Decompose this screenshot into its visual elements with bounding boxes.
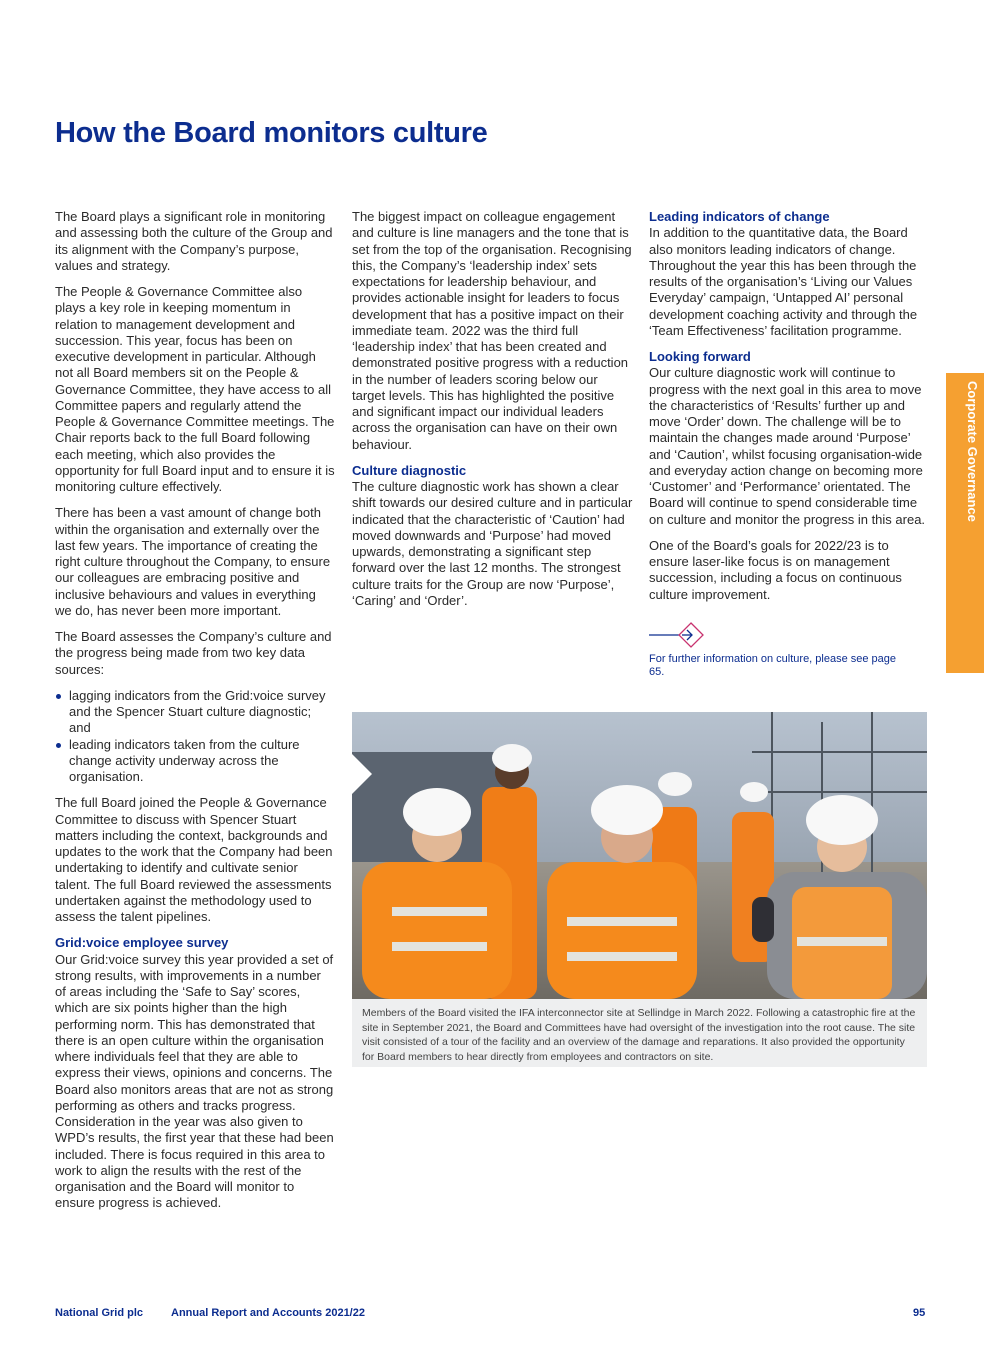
paragraph: One of the Board’s goals for 2022/23 is to ensure laser-like focus is on management succession, including a focus on continuous culture improvement. [649, 537, 902, 602]
paragraph: The People & Governance Committee also plays a key role in keeping momentum in relation to management development and succession. This year, focus has been on executive development in particular. Although not all Board members sit on the People & Governance Committee, they have access to all Committee papers and regularly attend the People & Governance Committee meetings. The Chair reports back to the full Board following each meeting, which also provides the opportunity for full Board input and to ensure it is monitoring culture effectively. [55, 284, 335, 494]
paragraph: The full Board joined the People & Governance Committee to discuss with Spencer Stuart matters including the context, backgrounds and updates to the work that the Company had been undertaking to identify and cultivate senior talent. The full Board reviewed the assessments undertaken against the methodology used to assess the talent pipelines. [55, 795, 333, 924]
column-1 [55, 209, 335, 1222]
paragraph: The Board plays a significant role in monitoring and assessing both the culture of the Group and its alignment with the Company’s purpose, values and strategy. [55, 209, 333, 273]
footer-report-title: Annual Report and Accounts 2021/22 [171, 1307, 365, 1319]
arrow-right-icon [649, 620, 709, 650]
paragraph: In addition to the quantitative data, the Board also monitors leading indicators of change. Throughout the year this has been through the results of the organisation’s ‘Living our Values Everyday’ campaign, ‘Untapped AI’ personal development coaching activity and through the ‘Team Effectiveness’ facilitation programme. [649, 225, 918, 338]
paragraph: Our Grid:voice survey this year provided a set of strong results, with improvements in a number of areas including the ‘Safe to Say’ scores, which are six points higher than the high performing norm. This has demonstrated that there is an open culture within the organisation where individuals feel that they are able to express their views, opinions and concerns. The Board also monitors areas that are not as strong performing as others and tracks progress. Consideration in the year was also given to WPD’s results, the first year that these had been included. There is focus required in this area to work to align the results with the rest of the organisation and the Board will monitor to ensure progress is achieved. [55, 951, 334, 1211]
paragraph: Our culture diagnostic work will continue to progress with the next goal in this area to move the characteristics of ‘Results’ further up and move ‘Order’ down. The challenge will be to maintain the changes made around ‘Purpose’ and ‘Caution’, whilst focusing organisation-wide and everyday action change on becoming more ‘Customer’ and ‘Performance’ orientated. The Board will continue to spend considerable time on culture and monitor the progress in this area. [649, 365, 926, 527]
bullet-item: leading indicators taken from the culture change activity underway across the organisation. [55, 737, 335, 786]
column-3 [649, 209, 927, 613]
cross-reference-link[interactable]: For further information on culture, please see page 65. [649, 653, 897, 678]
bullet-item: lagging indicators from the Grid:voice survey and the Spencer Stuart culture diagnostic; and [55, 688, 335, 737]
page-title: How the Board monitors culture [55, 117, 488, 149]
page-number: 95 [913, 1307, 926, 1319]
bullet-list [55, 688, 335, 786]
paragraph: The culture diagnostic work has shown a clear shift towards our desired culture and in particular indicated that the characteristic of ‘Caution’ had moved downwards and ‘Purpose’ had moved upwards, demonstrating a significant step forward over the last 12 months. The strongest culture traits for the Group are now ‘Purpose’, ‘Caring’ and ‘Order’. [352, 479, 633, 608]
section-tab-label: Corporate Governance [965, 381, 980, 522]
section-tab[interactable] [946, 373, 984, 673]
section-heading-leading-indicators: Leading indicators of change [649, 209, 830, 224]
paragraph: There has been a vast amount of change both within the organisation and externally over the last few years. The importance of creating the right culture throughout the Company, to ensure our colleagues are embracing positive and inclusive behaviours and values in everything we do, has never been more important. [55, 505, 331, 618]
column-2 [352, 209, 634, 619]
paragraph: The biggest impact on colleague engagement and culture is line managers and the tone that is set from the top of the organisation. Recognising this, the Company’s ‘leadership index’ sets expectations for leadership behaviour, and provides actionable insight for leaders to focus development that has a positive impact on their immediate team. 2022 was the third full ‘leadership index’ that has been created and demonstrated positive progress with a reduction in the number of leaders scoring below our target levels. This has highlighted the positive and significant impact our individual leaders across the organisation can have on their own behaviour. [352, 209, 632, 452]
paragraph: The Board assesses the Company’s culture and the progress being made from two key data sources: [55, 629, 332, 677]
site-visit-photo [352, 712, 927, 999]
footer-company: National Grid plc [55, 1307, 144, 1319]
section-heading-culture-diagnostic: Culture diagnostic [352, 462, 467, 478]
section-heading-looking-forward: Looking forward [649, 349, 751, 364]
photo-caption: Members of the Board visited the IFA interconnector site at Sellindge in March 2022. Following a catastrophic fire at the site in September 2021, the Board and Committees have had oversight of the investigation into the root cause. The site visit consisted of a tour of the facility and an overview of the damage and reparations. It also provided the opportunity for Board members to hear directly from employees and contractors on site. [352, 999, 927, 1067]
section-heading-grid-voice: Grid:voice employee survey [55, 935, 229, 951]
